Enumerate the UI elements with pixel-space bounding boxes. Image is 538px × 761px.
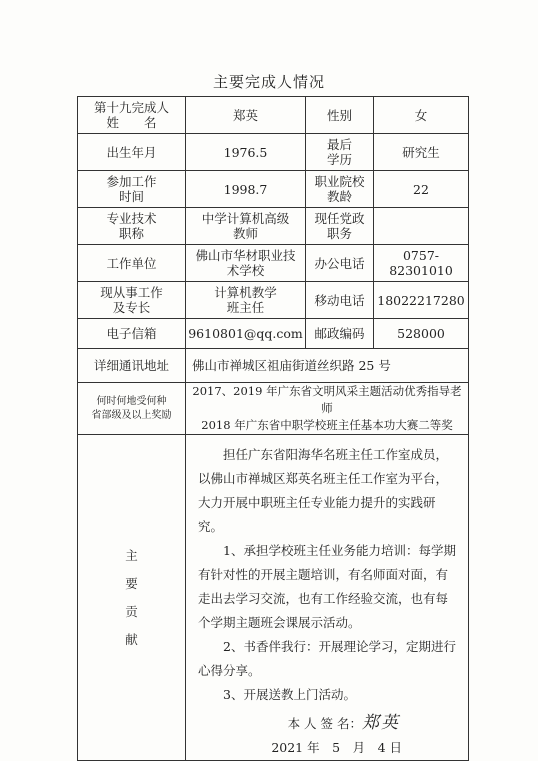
handwritten-signature: 郑英 [362, 713, 400, 733]
job-label: 现从事工作 及专长 [78, 282, 186, 319]
contrib-paragraph: 2、书香伴我行：开展理论学习，定期进行心得分享。 [198, 639, 456, 678]
job-value: 计算机教学 班主任 [186, 282, 306, 319]
contrib-content [186, 435, 469, 761]
post-value [374, 208, 469, 245]
gender-label: 性别 [306, 97, 374, 134]
mobile-label: 移动电话 [306, 282, 374, 319]
title-label: 专业技术 职称 [78, 208, 186, 245]
contrib-label: 主 要 贡 献 [78, 435, 186, 761]
edu-label: 最后 学历 [306, 134, 374, 171]
table-row [78, 171, 469, 208]
contrib-paragraph: 3、开展送教上门活动。 [223, 687, 356, 702]
addr-value: 佛山市禅城区祖庙街道丝织路 25 号 [186, 349, 469, 383]
unit-value: 佛山市华材职业技 术学校 [186, 245, 306, 282]
post-label: 现任党政 职务 [306, 208, 374, 245]
addr-label: 详细通讯地址 [78, 349, 186, 383]
page-title: 主要完成人情况 [212, 73, 325, 91]
work-value: 1998.7 [186, 171, 306, 208]
table-row [78, 208, 469, 245]
work-label: 参加工作 时间 [78, 171, 186, 208]
table-row [78, 282, 469, 319]
table-row [78, 134, 469, 171]
unit-label: 工作单位 [78, 245, 186, 282]
award-value: 2017、2019 年广东省文明风采主题活动优秀指导老师 2018 年广东省中职学校班主任基本功大赛二等奖 [186, 383, 469, 435]
contrib-paragraph: 担任广东省阳海华名班主任工作室成员，以佛山市禅城区郑英名班主任工作室为平台，大力开展中职班主任专业能力提升的实践研究。 [198, 447, 449, 534]
contrib-paragraph: 1、承担学校班主任业务能力培训：每学期有针对性的开展主题培训，有名师面对面，有走出去学习交流，也有工作经验交流，也有每个学期主题班会课展示活动。 [198, 543, 456, 630]
edu-value: 研究生 [374, 134, 469, 171]
table-row [78, 349, 469, 383]
phone-value: 0757-82301010 [374, 245, 469, 282]
zip-value: 528000 [374, 319, 469, 349]
birth-value: 1976.5 [186, 134, 306, 171]
signature-line [198, 711, 460, 736]
phone-label: 办公电话 [306, 245, 374, 282]
signature-date: 2021 年 5 月 4 日 [271, 740, 402, 755]
award-label: 何时何地受何种 省部级及以上奖励 [78, 383, 186, 435]
table-row [78, 245, 469, 282]
title-value: 中学计算机高级 教师 [186, 208, 306, 245]
email-value: 9610801@qq.com [186, 319, 306, 349]
age-value: 22 [374, 171, 469, 208]
name-value: 郑英 [186, 97, 306, 134]
table-row [78, 435, 469, 761]
rank-label: 第十九完成人 姓 名 [78, 97, 186, 134]
table-row [78, 97, 469, 134]
zip-label: 邮政编码 [306, 319, 374, 349]
birth-label: 出生年月 [78, 134, 186, 171]
personnel-table [77, 96, 469, 761]
mobile-value: 18022217280 [374, 282, 469, 319]
signature-label: 本 人 签 名： [287, 716, 362, 731]
table-row [78, 319, 469, 349]
age-label: 职业院校 教龄 [306, 171, 374, 208]
table-row [78, 383, 469, 435]
gender-value: 女 [374, 97, 469, 134]
email-label: 电子信箱 [78, 319, 186, 349]
